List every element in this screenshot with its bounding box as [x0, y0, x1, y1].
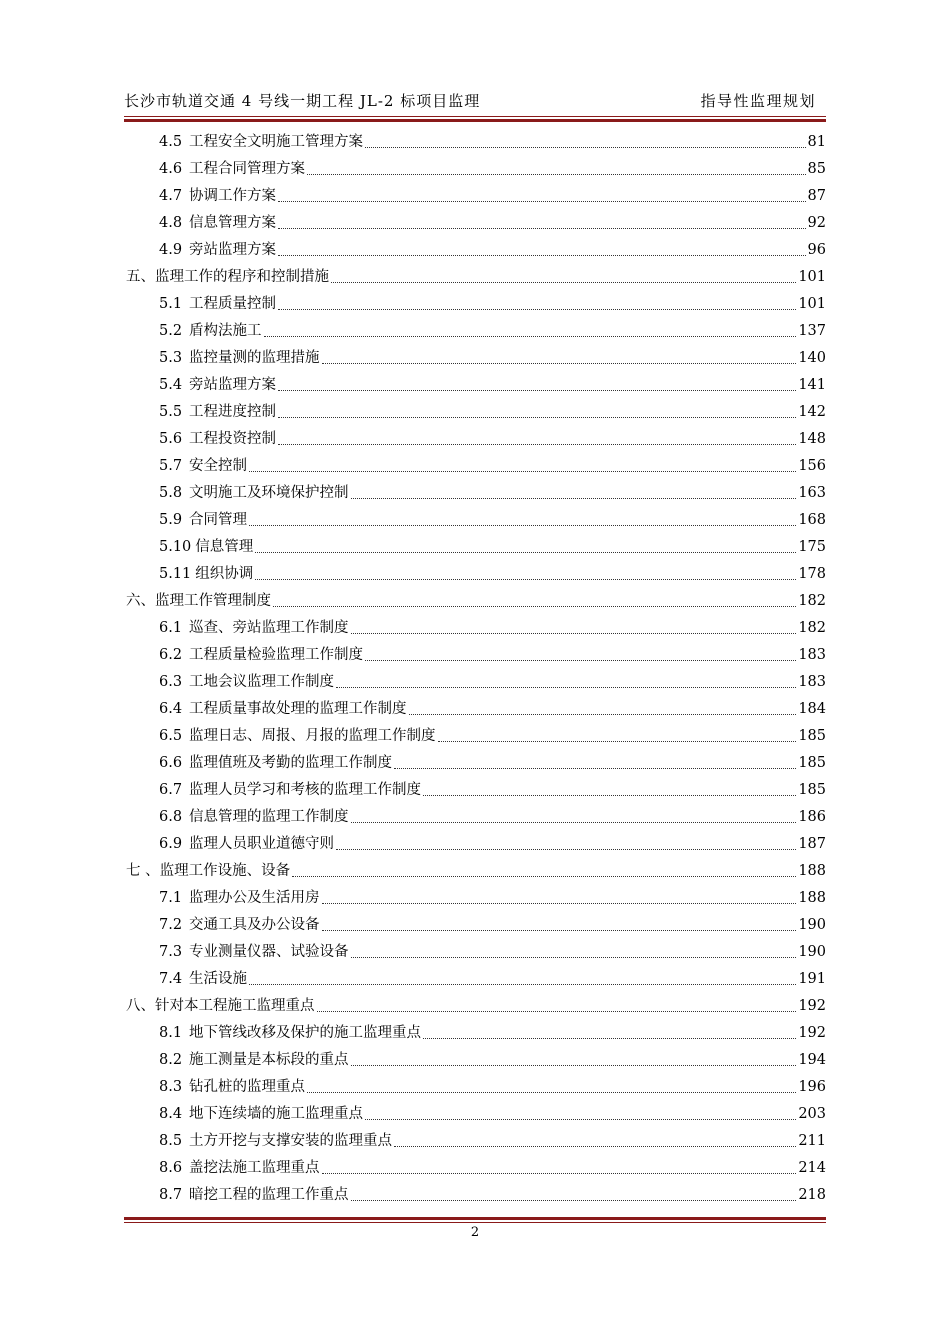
toc-section-entry[interactable] [124, 210, 826, 237]
toc-entry-number: 8.4 [159, 1106, 183, 1122]
toc-dot-leader [351, 1064, 797, 1066]
toc-entry-number: 7.2 [159, 917, 183, 933]
toc-section-entry[interactable] [124, 237, 826, 264]
toc-entry-page: 218 [798, 1187, 826, 1203]
toc-section-entry[interactable] [124, 696, 826, 723]
toc-entry-number: 5.2 [159, 323, 183, 339]
toc-dot-leader [278, 416, 796, 418]
toc-entry-page: 185 [798, 782, 826, 798]
toc-entry-number: 8.6 [159, 1160, 183, 1176]
toc-entry-page: 141 [798, 377, 826, 393]
toc-section-entry[interactable] [124, 345, 826, 372]
toc-entry-page: 184 [798, 701, 826, 717]
toc-entry-title: 文明施工及环境保护控制 [189, 485, 349, 501]
toc-entry-title: 针对本工程施工监理重点 [155, 998, 315, 1014]
toc-entry-title: 工程质量检验监理工作制度 [189, 647, 363, 663]
toc-section-entry[interactable] [124, 966, 826, 993]
toc-entry-number: 7.1 [159, 890, 183, 906]
toc-entry-title: 施工测量是本标段的重点 [189, 1052, 349, 1068]
toc-dot-leader [322, 902, 797, 904]
toc-entry-title: 监理人员学习和考核的监理工作制度 [189, 782, 421, 798]
toc-section-entry[interactable] [124, 912, 826, 939]
toc-chapter-entry[interactable] [124, 588, 826, 615]
toc-entry-page: 211 [798, 1133, 826, 1149]
toc-entry-page: 188 [798, 890, 826, 906]
toc-entry-number: 8.5 [159, 1133, 183, 1149]
toc-section-entry[interactable] [124, 1047, 826, 1074]
toc-section-entry[interactable] [124, 372, 826, 399]
toc-entry-title: 信息管理方案 [189, 215, 276, 231]
toc-entry-page: 188 [798, 863, 826, 879]
toc-dot-leader [394, 767, 796, 769]
toc-section-entry[interactable] [124, 1155, 826, 1182]
toc-entry-page: 148 [798, 431, 826, 447]
toc-entry-number: 8.2 [159, 1052, 183, 1068]
toc-entry-page: 186 [798, 809, 826, 825]
toc-section-entry[interactable] [124, 777, 826, 804]
toc-dot-leader [273, 605, 796, 607]
header-rule-thin [124, 116, 826, 117]
toc-dot-leader [331, 281, 796, 283]
toc-section-entry[interactable] [124, 183, 826, 210]
toc-dot-leader [249, 983, 796, 985]
toc-dot-leader [249, 524, 796, 526]
toc-entry-number: 5.11 [159, 566, 192, 582]
toc-dot-leader [307, 1091, 796, 1093]
toc-entry-title: 监理值班及考勤的监理工作制度 [189, 755, 392, 771]
toc-section-entry[interactable] [124, 453, 826, 480]
toc-entry-number: 5.6 [159, 431, 183, 447]
toc-entry-title: 监理人员职业道德守则 [189, 836, 334, 852]
toc-dot-leader [255, 578, 796, 580]
toc-entry-title: 生活设施 [189, 971, 247, 987]
toc-dot-leader [423, 1037, 796, 1039]
header-document-title: 指导性监理规划 [700, 92, 816, 110]
toc-entry-number: 6.5 [159, 728, 183, 744]
toc-dot-leader [351, 497, 797, 499]
toc-entry-title: 钻孔桩的监理重点 [189, 1079, 305, 1095]
toc-entry-number: 5.7 [159, 458, 183, 474]
toc-entry-page: 142 [798, 404, 826, 420]
toc-dot-leader [351, 1199, 797, 1201]
toc-dot-leader [317, 1010, 797, 1012]
toc-entry-title: 地下管线改移及保护的施工监理重点 [189, 1025, 421, 1041]
toc-section-entry[interactable] [124, 156, 826, 183]
toc-entry-title: 监理日志、周报、月报的监理工作制度 [189, 728, 436, 744]
toc-dot-leader [278, 254, 806, 256]
toc-entry-title: 旁站监理方案 [189, 242, 276, 258]
toc-entry-title: 监理工作设施、设备 [159, 863, 291, 879]
toc-entry-number: 6.8 [159, 809, 183, 825]
toc-entry-number: 5.9 [159, 512, 183, 528]
toc-dot-leader [278, 308, 796, 310]
toc-entry-page: 81 [807, 134, 826, 150]
toc-entry-title: 合同管理 [189, 512, 247, 528]
toc-entry-number: 7.3 [159, 944, 183, 960]
toc-entry-number: 五、 [126, 269, 155, 285]
toc-entry-title: 地下连续墙的施工监理重点 [189, 1106, 363, 1122]
toc-entry-number: 5.3 [159, 350, 183, 366]
toc-entry-page: 192 [798, 1025, 826, 1041]
toc-entry-number: 六、 [126, 593, 155, 609]
toc-entry-page: 85 [807, 161, 826, 177]
header-project-title: 长沙市轨道交通 4 号线一期工程 JL-2 标项目监理 [124, 92, 481, 110]
toc-entry-page: 178 [798, 566, 826, 582]
toc-entry-number: 5.5 [159, 404, 183, 420]
toc-entry-title: 工程质量事故处理的监理工作制度 [189, 701, 407, 717]
toc-section-entry[interactable] [124, 1182, 826, 1209]
toc-entry-title: 暗挖工程的监理工作重点 [189, 1187, 349, 1203]
toc-entry-page: 187 [798, 836, 826, 852]
toc-dot-leader [351, 821, 797, 823]
toc-entry-title: 监控量测的监理措施 [189, 350, 320, 366]
toc-dot-leader [278, 443, 796, 445]
page-header [124, 90, 826, 114]
toc-chapter-entry[interactable] [124, 858, 826, 885]
toc-dot-leader [365, 659, 796, 661]
toc-section-entry[interactable] [124, 399, 826, 426]
toc-entry-number: 6.4 [159, 701, 183, 717]
toc-section-entry[interactable] [124, 804, 826, 831]
toc-section-entry[interactable] [124, 1020, 826, 1047]
toc-entry-page: 194 [798, 1052, 826, 1068]
toc-dot-leader [351, 956, 797, 958]
toc-entry-page: 140 [798, 350, 826, 366]
toc-entry-number: 4.7 [159, 188, 183, 204]
toc-entry-page: 182 [798, 593, 826, 609]
toc-section-entry[interactable] [124, 885, 826, 912]
toc-entry-page: 101 [798, 269, 826, 285]
toc-entry-page: 185 [798, 755, 826, 771]
toc-entry-number: 5.4 [159, 377, 183, 393]
toc-entry-title: 监理工作的程序和控制措施 [155, 269, 329, 285]
toc-entry-title: 工地会议监理工作制度 [189, 674, 334, 690]
toc-entry-title: 工程质量控制 [189, 296, 276, 312]
toc-entry-number: 4.9 [159, 242, 183, 258]
toc-entry-page: 101 [798, 296, 826, 312]
toc-section-entry[interactable] [124, 426, 826, 453]
toc-entry-number: 6.9 [159, 836, 183, 852]
toc-dot-leader [423, 794, 796, 796]
toc-section-entry[interactable] [124, 615, 826, 642]
footer-rule-thick [124, 1217, 826, 1220]
toc-dot-leader [438, 740, 797, 742]
toc-entry-title: 交通工具及办公设备 [189, 917, 320, 933]
toc-entry-number: 4.8 [159, 215, 183, 231]
toc-entry-page: 190 [798, 917, 826, 933]
toc-entry-number: 七 、 [126, 863, 160, 879]
toc-entry-title: 信息管理 [195, 539, 254, 555]
toc-section-entry[interactable] [124, 939, 826, 966]
toc-entry-number: 6.7 [159, 782, 183, 798]
toc-entry-title: 土方开挖与支撑安装的监理重点 [189, 1133, 392, 1149]
toc-dot-leader [322, 362, 797, 364]
toc-entry-number: 八、 [126, 998, 155, 1014]
toc-entry-title: 专业测量仪器、试验设备 [189, 944, 349, 960]
toc-entry-title: 巡查、旁站监理工作制度 [189, 620, 349, 636]
toc-entry-page: 137 [798, 323, 826, 339]
toc-entry-page: 196 [798, 1079, 826, 1095]
toc-entry-title: 信息管理的监理工作制度 [189, 809, 349, 825]
toc-chapter-entry[interactable] [124, 993, 826, 1020]
toc-entry-number: 6.1 [159, 620, 183, 636]
toc-section-entry[interactable] [124, 831, 826, 858]
toc-entry-title: 工程合同管理方案 [189, 161, 305, 177]
toc-entry-page: 182 [798, 620, 826, 636]
toc-entry-page: 175 [798, 539, 826, 555]
toc-dot-leader [351, 632, 797, 634]
toc-section-entry[interactable] [124, 534, 826, 561]
toc-entry-number: 4.6 [159, 161, 183, 177]
toc-entry-number: 5.10 [159, 539, 192, 555]
toc-dot-leader [278, 389, 796, 391]
toc-entry-title: 协调工作方案 [189, 188, 276, 204]
toc-dot-leader [336, 686, 796, 688]
toc-entry-page: 168 [798, 512, 826, 528]
toc-entry-page: 192 [798, 998, 826, 1014]
toc-section-entry[interactable] [124, 480, 826, 507]
toc-entry-page: 96 [807, 242, 826, 258]
toc-entry-number: 8.1 [159, 1025, 183, 1041]
toc-dot-leader [307, 173, 806, 175]
toc-dot-leader [336, 848, 796, 850]
toc-entry-title: 组织协调 [195, 566, 254, 582]
toc-dot-leader [278, 227, 806, 229]
toc-entry-page: 92 [807, 215, 826, 231]
toc-dot-leader [365, 1118, 796, 1120]
toc-section-entry[interactable] [124, 291, 826, 318]
toc-entry-number: 4.5 [159, 134, 183, 150]
toc-entry-title: 工程进度控制 [189, 404, 276, 420]
toc-dot-leader [278, 200, 806, 202]
toc-dot-leader [322, 929, 797, 931]
toc-section-entry[interactable] [124, 561, 826, 588]
table-of-contents [124, 129, 826, 1209]
toc-section-entry[interactable] [124, 1128, 826, 1155]
toc-dot-leader [365, 146, 806, 148]
toc-chapter-entry[interactable] [124, 264, 826, 291]
toc-section-entry[interactable] [124, 642, 826, 669]
toc-entry-number: 8.3 [159, 1079, 183, 1095]
toc-section-entry[interactable] [124, 129, 826, 156]
toc-entry-page: 214 [798, 1160, 826, 1176]
page-number: 2 [470, 1225, 480, 1240]
toc-entry-page: 191 [798, 971, 826, 987]
footer-rule-thin [124, 1222, 826, 1223]
toc-entry-page: 203 [798, 1106, 826, 1122]
toc-entry-page: 185 [798, 728, 826, 744]
toc-section-entry[interactable] [124, 507, 826, 534]
toc-entry-page: 156 [798, 458, 826, 474]
toc-section-entry[interactable] [124, 1074, 826, 1101]
toc-dot-leader [249, 470, 796, 472]
toc-dot-leader [409, 713, 797, 715]
toc-section-entry[interactable] [124, 723, 826, 750]
toc-dot-leader [394, 1145, 796, 1147]
toc-entry-number: 6.2 [159, 647, 183, 663]
toc-entry-page: 183 [798, 647, 826, 663]
toc-dot-leader [292, 875, 796, 877]
toc-section-entry[interactable] [124, 750, 826, 777]
header-rule-thick [124, 119, 826, 122]
toc-entry-page: 163 [798, 485, 826, 501]
toc-entry-title: 旁站监理方案 [189, 377, 276, 393]
toc-entry-title: 工程安全文明施工管理方案 [189, 134, 363, 150]
toc-entry-number: 7.4 [159, 971, 183, 987]
toc-section-entry[interactable] [124, 318, 826, 345]
toc-entry-number: 5.1 [159, 296, 183, 312]
toc-entry-number: 8.7 [159, 1187, 183, 1203]
toc-section-entry[interactable] [124, 1101, 826, 1128]
toc-dot-leader [255, 551, 796, 553]
toc-entry-page: 190 [798, 944, 826, 960]
toc-entry-title: 安全控制 [189, 458, 247, 474]
toc-dot-leader [322, 1172, 797, 1174]
toc-entry-number: 6.3 [159, 674, 183, 690]
toc-section-entry[interactable] [124, 669, 826, 696]
toc-dot-leader [264, 335, 797, 337]
toc-entry-page: 87 [807, 188, 826, 204]
toc-entry-page: 183 [798, 674, 826, 690]
toc-entry-number: 5.8 [159, 485, 183, 501]
toc-entry-number: 6.6 [159, 755, 183, 771]
toc-entry-title: 盾构法施工 [189, 323, 262, 339]
toc-entry-title: 监理办公及生活用房 [189, 890, 320, 906]
toc-entry-title: 监理工作管理制度 [155, 593, 271, 609]
toc-entry-title: 工程投资控制 [189, 431, 276, 447]
toc-entry-title: 盖挖法施工监理重点 [189, 1160, 320, 1176]
